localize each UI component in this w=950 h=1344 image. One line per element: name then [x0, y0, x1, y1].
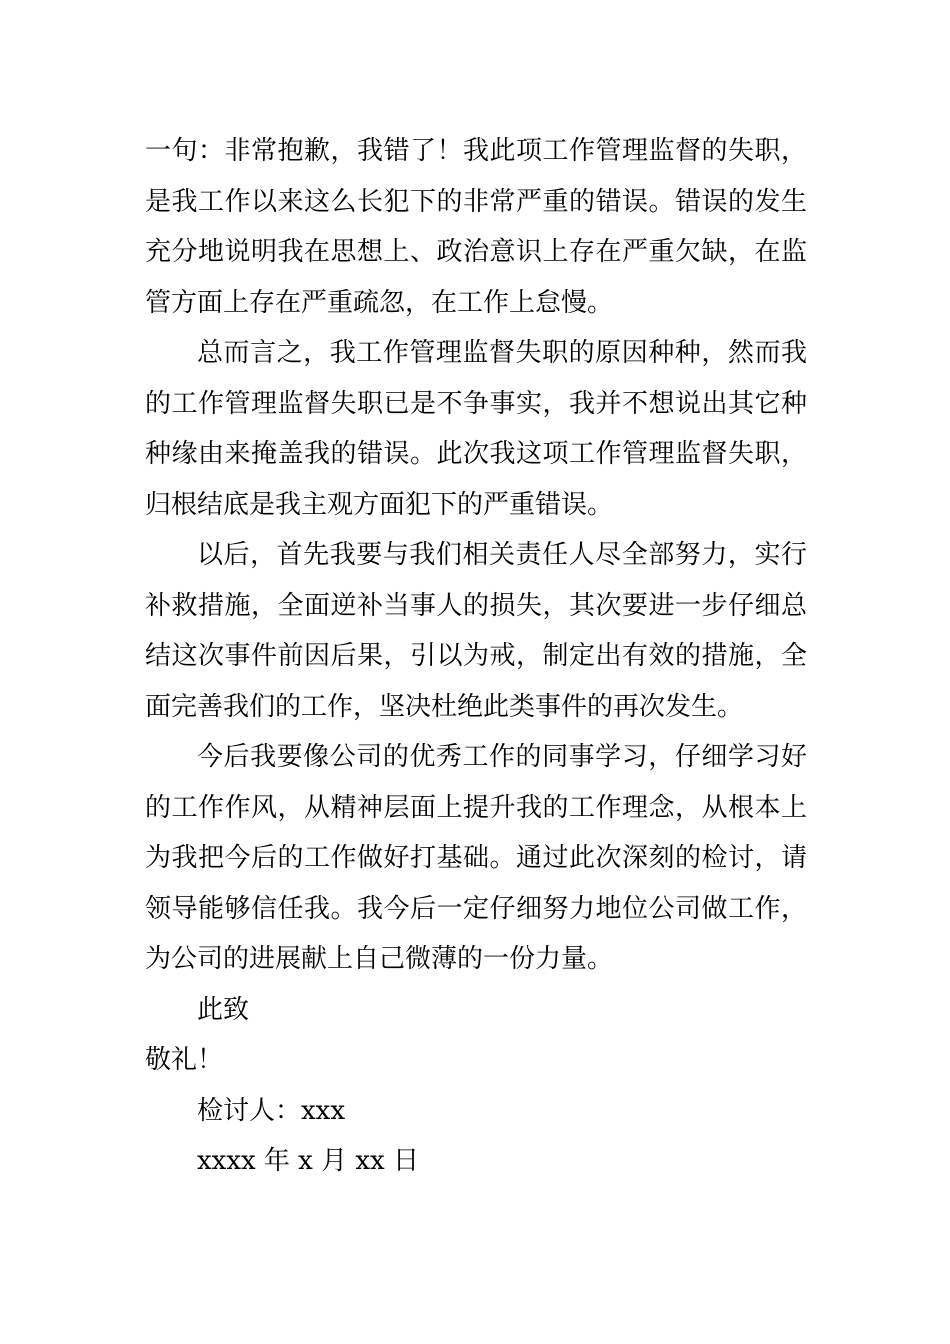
paragraph-remedy: 以后，首先我要与我们相关责任人尽全部努力，实行补救措施，全面逆补当事人的损失，其次要进一步仔细总结这次事件前因后果，引以为戒，制定出有效的措施，全面完善我们的工作，坚决杜绝此类事件的再次发生。	[145, 540, 807, 722]
salutation-text: 敬礼！	[145, 1045, 224, 1075]
paragraph-future: 今后我要像公司的优秀工作的同事学习，仔细学习好的工作作风，从精神层面上提升我的工作理念，从根本上为我把今后的工作做好打基础。通过此次深刻的检讨，请领导能够信任我。我今后一定仔细努力地位公司做工作，为公司的进展献上自己微薄的一份力量。	[145, 742, 807, 974]
date-line: xxxx 年 x 月 xx 日	[197, 1146, 419, 1176]
letter-body	[145, 126, 807, 1187]
signature-line: 检讨人：xxx	[197, 1095, 345, 1126]
paragraph-summary: 总而言之，我工作管理监督失职的原因种种，然而我的工作管理监督失职已是不争事实，我并不想说出其它种种缘由来掩盖我的错误。此次我这项工作管理监督失职，归根结底是我主观方面犯下的严重错误。	[145, 338, 807, 520]
closing-text: 此致	[197, 994, 250, 1025]
paragraph-apology: 一句：非常抱歉，我错了！我此项工作管理监督的失职，是我工作以来这么长犯下的非常严重的错误。错误的发生充分地说明我在思想上、政治意识上存在严重欠缺，在监管方面上存在严重疏忽，在工作上怠慢。	[145, 136, 807, 318]
